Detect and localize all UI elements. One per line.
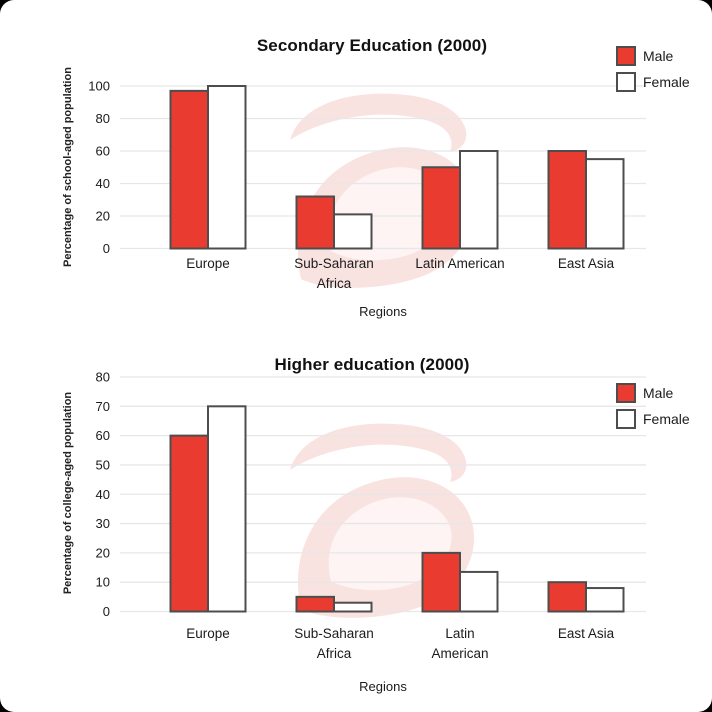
bar-female-2 [460,151,498,249]
plot-area [0,330,712,712]
female-swatch-icon [616,409,636,429]
legend-item-male [616,46,690,66]
female-swatch-icon [616,72,636,92]
watermark-shape [290,424,466,482]
y-tick-label: 60 [95,428,110,444]
legend-label-male: Male [643,385,674,401]
bar-male-3 [549,151,587,249]
category-label: Africa [316,646,352,661]
category-label: Sub-Saharan [294,626,374,641]
bar-male-1 [297,597,335,612]
legend-item-female [616,409,690,429]
bar-male-2 [423,553,461,612]
y-tick-label: 20 [95,545,110,561]
watermark-shape [290,94,466,152]
y-tick-label: 80 [95,111,110,126]
category-label: Latin American [415,256,505,271]
y-tick-label: 50 [95,457,110,473]
male-swatch-icon [616,383,636,403]
y-tick-label: 40 [95,486,110,502]
male-swatch-icon [616,46,636,66]
y-tick-label: 60 [95,143,110,159]
chart-title: Secondary Education (2000) [256,36,488,56]
category-label: Europe [186,626,230,641]
legend-label-female: Female [643,411,690,427]
category-label: Sub-Saharan [294,256,374,271]
bar-male-0 [171,91,209,249]
y-tick-label: 100 [88,78,110,94]
bar-female-1 [334,603,372,612]
y-tick-label: 0 [102,241,110,256]
higher-education-chart [0,330,712,712]
bar-male-0 [171,436,209,612]
bar-female-3 [586,588,624,611]
y-tick-label: 0 [102,604,110,619]
legend-item-female [616,72,690,92]
bar-female-0 [208,406,246,611]
y-tick-label: 80 [95,369,110,385]
bar-female-2 [460,572,498,612]
secondary-education-chart [0,0,712,330]
x-axis-label: Regions [359,679,407,694]
y-axis-label: Percentage of college-aged population [62,391,74,595]
category-label: East Asia [557,626,615,641]
chart-title: Higher education (2000) [274,355,470,375]
bar-male-2 [423,167,461,248]
bar-male-1 [297,197,335,249]
x-axis-label: Regions [359,304,407,319]
y-tick-label: 40 [95,176,110,191]
y-axis-label: Percentage of school-aged population [62,67,74,267]
legend-label-female: Female [643,74,690,90]
category-label: Africa [316,276,352,291]
y-tick-label: 20 [95,208,110,224]
category-label: American [431,646,489,661]
legend-label-male: Male [643,48,674,64]
category-label: East Asia [557,256,615,271]
category-label: Europe [186,256,230,271]
bar-female-0 [208,86,246,249]
legend [616,46,690,92]
bar-female-3 [586,159,624,248]
y-tick-label: 10 [95,574,110,590]
legend [616,383,690,429]
category-label: Latin [445,626,475,641]
bar-male-3 [549,582,587,611]
legend-item-male [616,383,690,403]
y-tick-label: 30 [95,516,110,532]
y-tick-label: 70 [95,398,110,414]
bar-female-1 [334,214,372,248]
